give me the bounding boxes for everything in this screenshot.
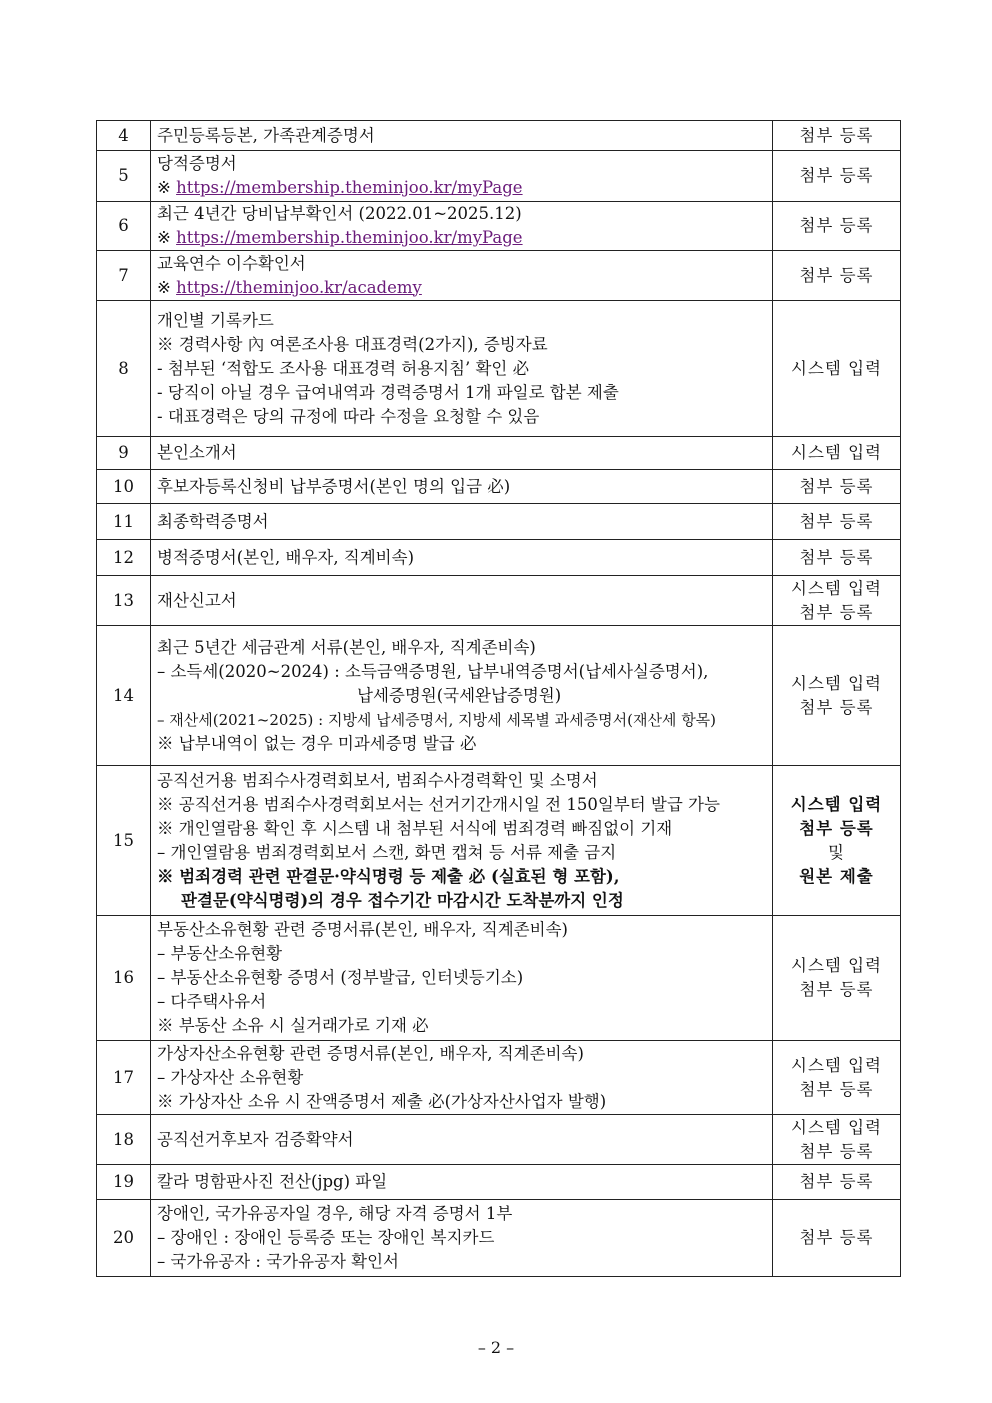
membership-link[interactable]: https://membership.theminjoo.kr/myPage bbox=[176, 178, 523, 197]
note-mark: ※ bbox=[157, 228, 177, 247]
table-row bbox=[97, 1115, 901, 1165]
submission-method bbox=[773, 1115, 901, 1165]
submission-method bbox=[773, 916, 901, 1041]
table-row bbox=[97, 470, 901, 504]
document-description bbox=[151, 121, 773, 151]
submission-method bbox=[773, 540, 901, 576]
document-description bbox=[151, 576, 773, 626]
table-row bbox=[97, 576, 901, 626]
row-number: 20 bbox=[97, 1200, 151, 1277]
row-number: 15 bbox=[97, 766, 151, 916]
description-line: ※ 경력사항 內 여론조사용 대표경력(2가지), 증빙자료 bbox=[157, 334, 548, 354]
method-label: 첨부 등록 bbox=[799, 602, 874, 622]
table-body bbox=[97, 121, 901, 1277]
document-description bbox=[151, 470, 773, 504]
method-label: 첨부 등록 bbox=[799, 125, 874, 145]
row-number: 18 bbox=[97, 1115, 151, 1165]
method-label: 시스템 입력 bbox=[791, 443, 882, 462]
table-row bbox=[97, 504, 901, 540]
method-label: 첨부 등록 bbox=[799, 1079, 874, 1099]
submission-method bbox=[773, 766, 901, 916]
row-number: 8 bbox=[97, 301, 151, 437]
row-number: 7 bbox=[97, 251, 151, 301]
table-row bbox=[97, 151, 901, 202]
description-line bbox=[157, 176, 766, 200]
method-label: 첨부 등록 bbox=[799, 980, 874, 999]
description-line: 최종학력증명서 bbox=[157, 511, 269, 531]
description-line: 당적증명서 bbox=[157, 154, 237, 173]
method-label: 첨부 등록 bbox=[799, 1141, 874, 1161]
description-line: - 당직이 아닐 경우 급여내역과 경력증명서 1개 파일로 합본 제출 bbox=[157, 382, 619, 402]
method-label: 시스템 입력 bbox=[791, 1055, 882, 1075]
description-line: 부동산소유현황 관련 증명서류(본인, 배우자, 직계존비속) bbox=[157, 920, 568, 939]
table-row bbox=[97, 1200, 901, 1277]
method-label: 시스템 입력 bbox=[791, 1117, 882, 1137]
submission-method bbox=[773, 251, 901, 301]
table-row bbox=[97, 766, 901, 916]
document-description bbox=[151, 1200, 773, 1277]
row-number: 6 bbox=[97, 202, 151, 251]
description-line: – 부동산소유현황 bbox=[157, 944, 283, 963]
submission-method bbox=[773, 1200, 901, 1277]
document-description bbox=[151, 766, 773, 916]
description-line: – 장애인 : 장애인 등록증 또는 장애인 복지카드 bbox=[157, 1228, 495, 1247]
row-number: 12 bbox=[97, 540, 151, 576]
table-row bbox=[97, 301, 901, 437]
description-line: 병적증명서(본인, 배우자, 직계비속) bbox=[157, 547, 414, 567]
row-number: 14 bbox=[97, 626, 151, 766]
method-label: 시스템 입력 bbox=[791, 673, 882, 693]
description-line: 공직선거용 범죄수사경력회보서, 범죄수사경력확인 및 소명서 bbox=[157, 770, 598, 790]
document-description bbox=[151, 504, 773, 540]
table-row bbox=[97, 540, 901, 576]
document-description bbox=[151, 151, 773, 202]
description-line: 공직선거후보자 검증확약서 bbox=[157, 1129, 354, 1149]
description-line: 재산신고서 bbox=[157, 590, 237, 610]
table-row bbox=[97, 1165, 901, 1200]
table-row bbox=[97, 121, 901, 151]
document-description bbox=[151, 540, 773, 576]
description-line bbox=[157, 226, 766, 250]
membership-link[interactable]: https://membership.theminjoo.kr/myPage bbox=[176, 228, 523, 247]
method-label: 첨부 등록 bbox=[799, 476, 874, 496]
document-description bbox=[151, 916, 773, 1041]
description-line: 장애인, 국가유공자일 경우, 해당 자격 증명서 1부 bbox=[157, 1204, 513, 1223]
document-description bbox=[151, 1041, 773, 1115]
description-line: 가상자산소유현황 관련 증명서류(본인, 배우자, 직계존비속) bbox=[157, 1043, 584, 1063]
note-mark: ※ bbox=[157, 178, 177, 197]
description-line: 최근 4년간 당비납부확인서 (2022.01~2025.12) bbox=[157, 204, 522, 223]
method-label: 첨부 등록 bbox=[799, 547, 874, 567]
description-line: - 첨부된 ‘적합도 조사용 대표경력 허용지침’ 확인 必 bbox=[157, 358, 530, 378]
table-row bbox=[97, 437, 901, 470]
method-label: 첨부 등록 bbox=[799, 1172, 874, 1191]
description-line: 본인소개서 bbox=[157, 443, 237, 462]
row-number: 11 bbox=[97, 504, 151, 540]
document-description bbox=[151, 202, 773, 251]
document-description bbox=[151, 1165, 773, 1200]
description-line bbox=[157, 276, 766, 300]
description-line: ※ 공직선거용 범죄수사경력회보서는 선거기간개시일 전 150일부터 발급 가능 bbox=[157, 794, 720, 814]
description-line: ※ 가상자산 소유 시 잔액증명서 제출 必(가상자산사업자 발행) bbox=[157, 1091, 607, 1111]
description-line: ※ 납부내역이 없는 경우 미과세증명 발급 必 bbox=[157, 733, 477, 753]
submission-method bbox=[773, 202, 901, 251]
row-number: 10 bbox=[97, 470, 151, 504]
document-description bbox=[151, 301, 773, 437]
method-label: 첨부 등록 bbox=[799, 818, 874, 838]
method-label: 시스템 입력 bbox=[790, 794, 883, 814]
row-number: 9 bbox=[97, 437, 151, 470]
document-description bbox=[151, 1115, 773, 1165]
description-line: ※ 범죄경력 관련 판결문·약식명령 등 제출 必 (실효된 형 포함), bbox=[157, 866, 620, 886]
table-row bbox=[97, 202, 901, 251]
method-label: 첨부 등록 bbox=[799, 1228, 874, 1247]
row-number: 13 bbox=[97, 576, 151, 626]
description-line: 교육연수 이수확인서 bbox=[157, 253, 306, 273]
method-label: 첨부 등록 bbox=[799, 166, 874, 185]
description-line: 칼라 명함판사진 전산(jpg) 파일 bbox=[157, 1172, 388, 1191]
description-line: ※ 개인열람용 확인 후 시스템 내 첨부된 서식에 범죄경력 빠짐없이 기재 bbox=[157, 818, 673, 838]
submission-method bbox=[773, 151, 901, 202]
description-line: 후보자등록신청비 납부증명서(본인 명의 입금 必) bbox=[157, 476, 511, 496]
method-label: 첨부 등록 bbox=[799, 216, 874, 235]
description-line: 개인별 기록카드 bbox=[157, 310, 274, 330]
document-description bbox=[151, 437, 773, 470]
method-label: 시스템 입력 bbox=[791, 358, 882, 378]
method-label: 시스템 입력 bbox=[791, 578, 882, 598]
table-row bbox=[97, 916, 901, 1041]
description-line: – 부동산소유현황 증명서 (정부발급, 인터넷등기소) bbox=[157, 968, 524, 987]
row-number: 5 bbox=[97, 151, 151, 202]
method-label: 첨부 등록 bbox=[799, 697, 874, 717]
table-row bbox=[97, 1041, 901, 1115]
submission-method bbox=[773, 1041, 901, 1115]
description-line: 주민등록등본, 가족관계증명서 bbox=[157, 125, 375, 145]
row-number: 4 bbox=[97, 121, 151, 151]
description-line: 판결문(약식명령)의 경우 접수기간 마감시간 도착분까지 인정 bbox=[181, 890, 624, 910]
description-line: – 다주택사유서 bbox=[157, 992, 267, 1011]
page-number: – 2 – bbox=[477, 1338, 515, 1357]
table-row bbox=[97, 251, 901, 301]
description-line: ※ 부동산 소유 시 실거래가로 기재 必 bbox=[157, 1016, 429, 1035]
row-number: 19 bbox=[97, 1165, 151, 1200]
table-row bbox=[97, 626, 901, 766]
description-line: – 가상자산 소유현황 bbox=[157, 1067, 304, 1087]
row-number: 17 bbox=[97, 1041, 151, 1115]
description-line: 납세증명원(국세완납증명원) bbox=[357, 685, 562, 705]
document-description bbox=[151, 251, 773, 301]
submission-method bbox=[773, 626, 901, 766]
description-line: – 소득세(2020~2024) : 소득금액증명원, 납부내역증명서(납세사실증명서), bbox=[157, 661, 709, 681]
submission-method bbox=[773, 504, 901, 540]
row-number: 16 bbox=[97, 916, 151, 1041]
description-line: – 개인열람용 범죄경력회보서 스캔, 화면 캡쳐 등 서류 제출 금지 bbox=[157, 842, 617, 862]
method-label: 첨부 등록 bbox=[799, 511, 874, 531]
method-label: 원본 제출 bbox=[799, 866, 874, 886]
document-table bbox=[96, 120, 901, 1277]
method-label: 첨부 등록 bbox=[799, 265, 874, 285]
submission-method bbox=[773, 121, 901, 151]
submission-method bbox=[773, 437, 901, 470]
description-line: - 대표경력은 당의 규정에 따라 수정을 요청할 수 있음 bbox=[157, 406, 540, 426]
method-label: 및 bbox=[828, 842, 845, 862]
method-label: 시스템 입력 bbox=[791, 956, 882, 975]
note-mark: ※ bbox=[157, 277, 177, 297]
description-line: – 국가유공자 : 국가유공자 확인서 bbox=[157, 1252, 399, 1271]
submission-method bbox=[773, 576, 901, 626]
description-line: – 재산세(2021~2025) : 지방세 납세증명서, 지방세 세목별 과세증명서(재산세 항목) bbox=[157, 710, 717, 729]
submission-method bbox=[773, 1165, 901, 1200]
membership-link[interactable]: https://theminjoo.kr/academy bbox=[176, 277, 422, 297]
description-line: 최근 5년간 세금관계 서류(본인, 배우자, 직계존비속) bbox=[157, 637, 536, 657]
submission-method bbox=[773, 301, 901, 437]
submission-method bbox=[773, 470, 901, 504]
document-description bbox=[151, 626, 773, 766]
